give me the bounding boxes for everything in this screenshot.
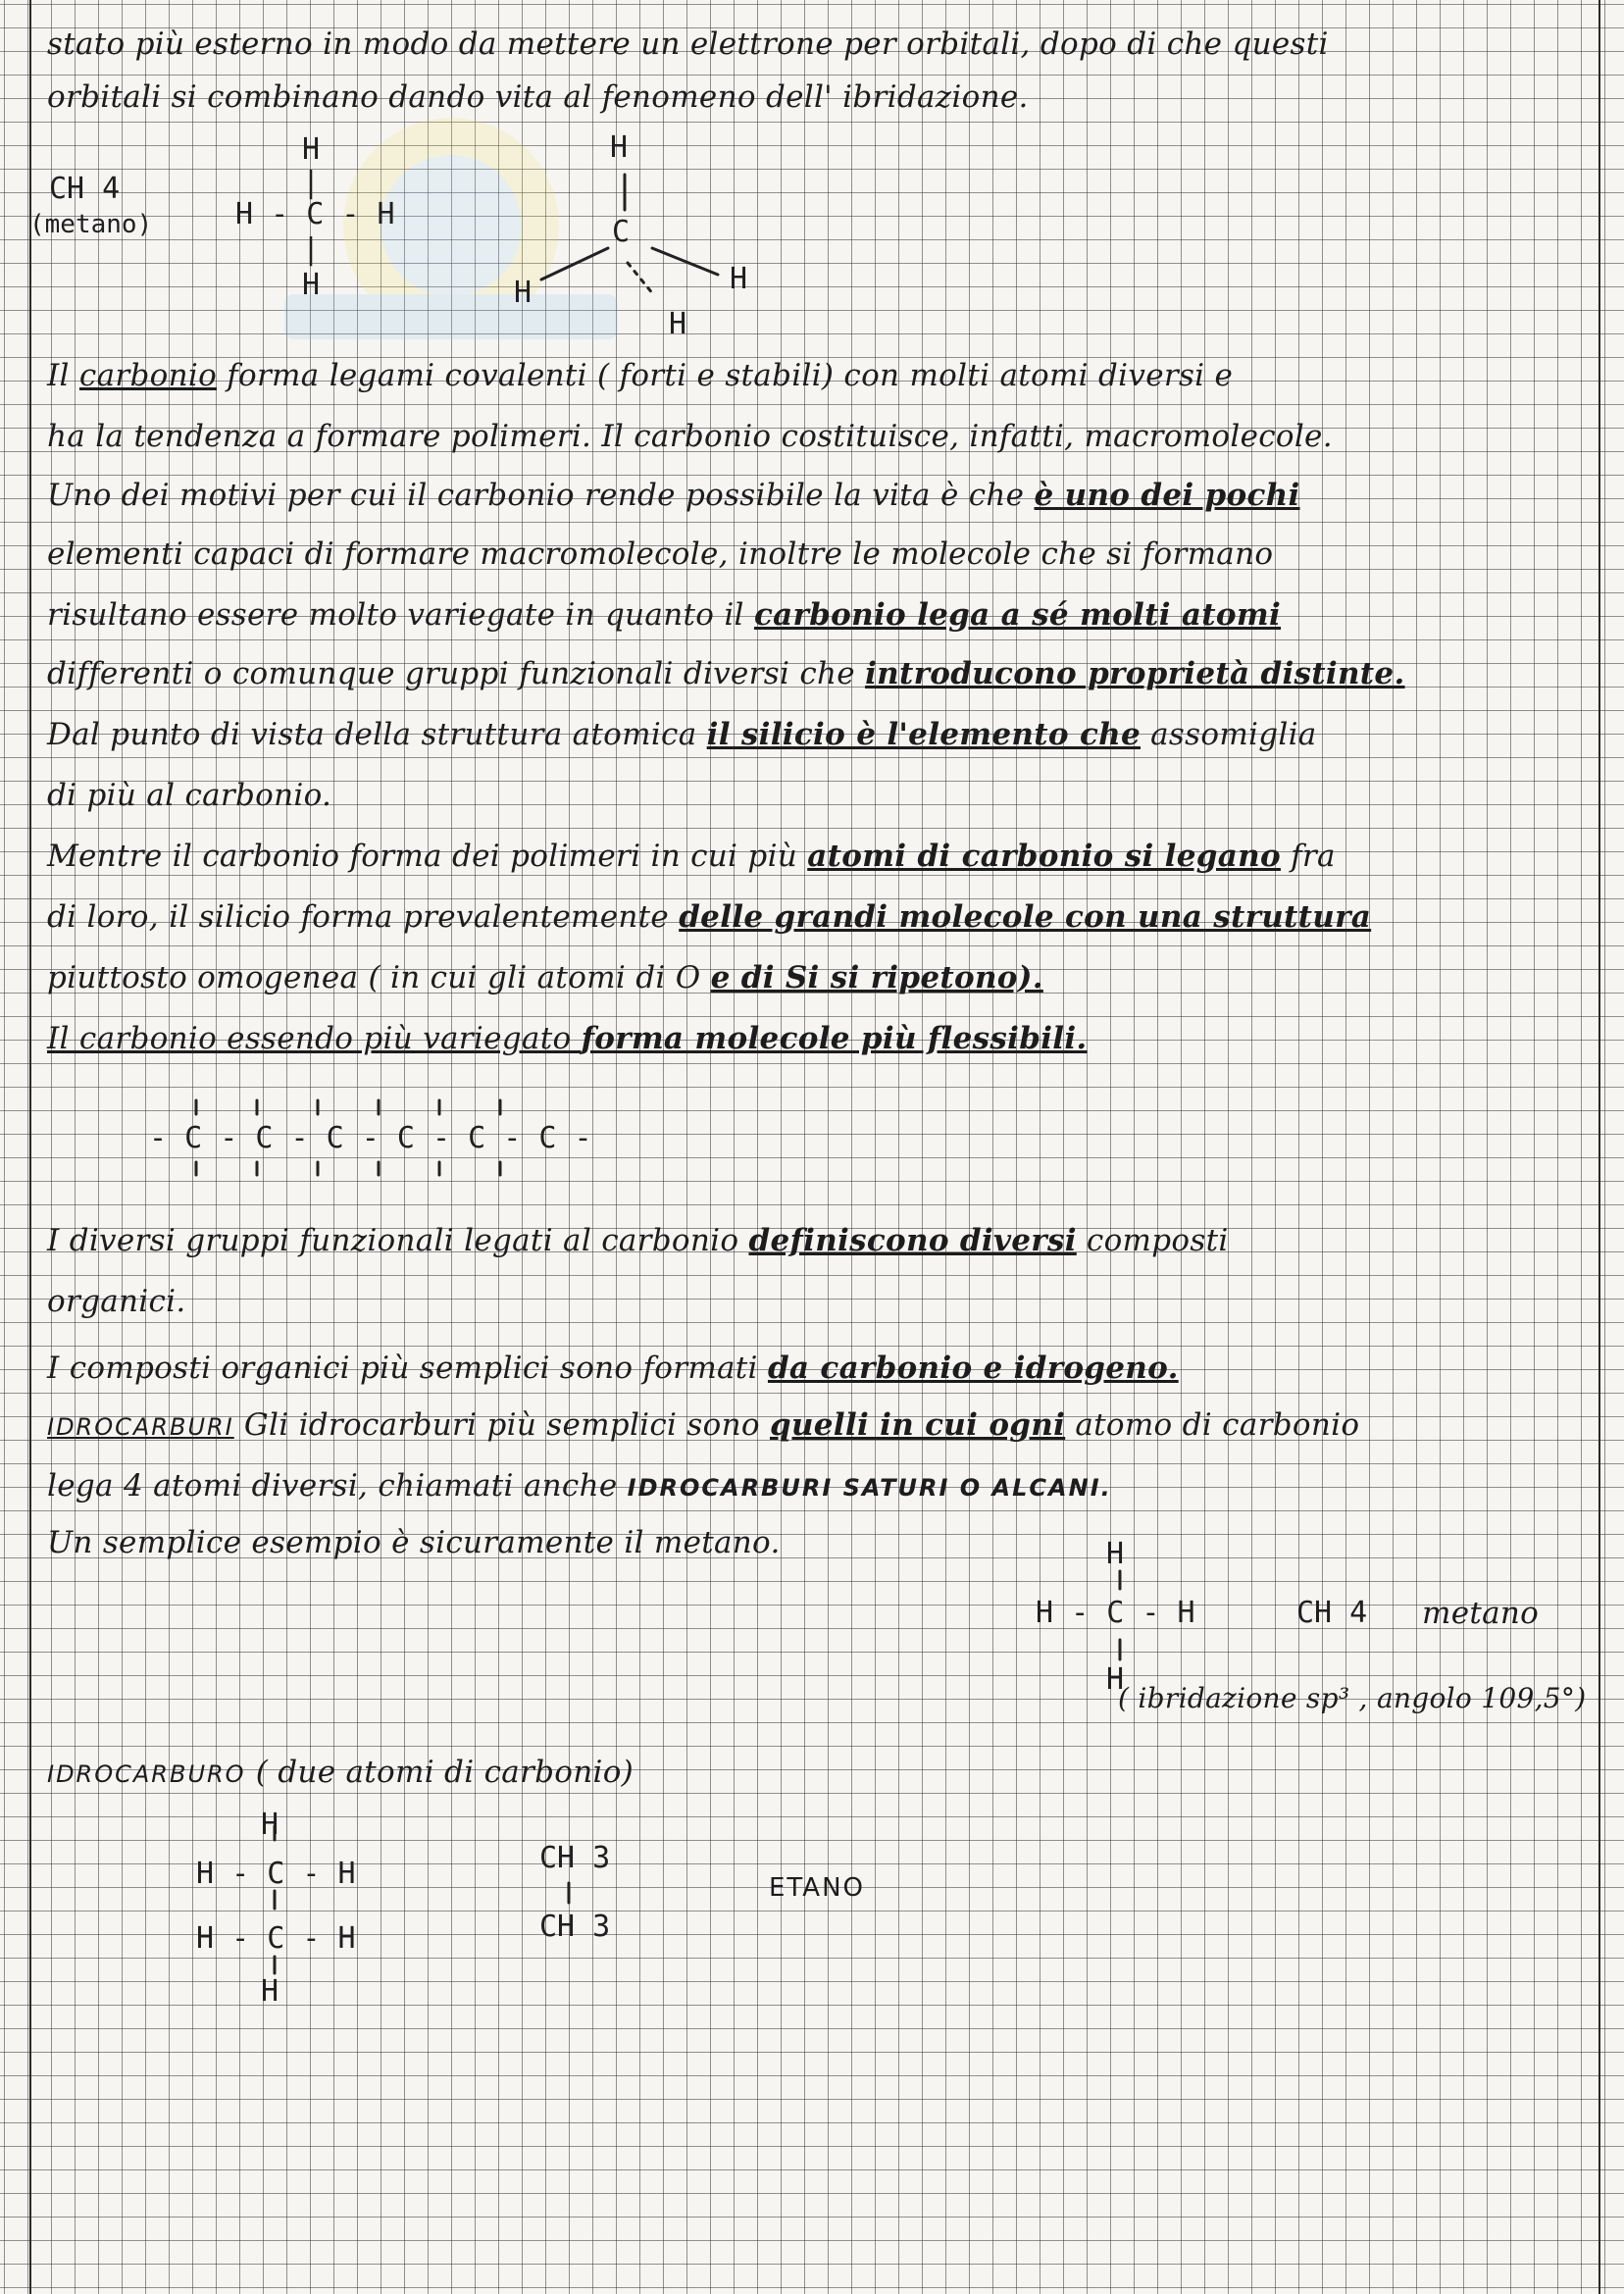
hydrogen-atom: H: [261, 1974, 279, 2009]
section-heading: IDROCARBURI: [47, 1413, 234, 1441]
text-line: differenti o comunque gruppi funzionali diversi che introducono proprietà distinte.: [47, 656, 1405, 691]
hydrogen-atom: H: [514, 276, 533, 310]
text-line: IDROCARBURO ( due atomi di carbonio): [47, 1755, 634, 1790]
text-line: Il carbonio essendo più variegato forma molecole più flessibili.: [47, 1021, 1088, 1056]
highlighted-phrase: introducono proprietà distinte.: [865, 656, 1405, 691]
text-line: Mentre il carbonio forma dei polimeri in cui più atomi di carbonio si legano fra: [47, 839, 1336, 874]
text-line: Uno dei motivi per cui il carbonio rende possibile la vita è che è uno dei pochi: [47, 478, 1300, 513]
highlighted-phrase: e di Si si ripetono).: [710, 960, 1043, 995]
hydrogen-atom: H: [730, 262, 748, 296]
ch3-group: CH 3: [539, 1841, 611, 1875]
highlighted-phrase: delle grandi molecole con una struttura: [679, 899, 1372, 935]
section-heading: IDROCARBURO: [47, 1760, 246, 1788]
text-line: orbitali si combinano dando vita al fenomeno dell' ibridazione.: [47, 79, 1029, 115]
highlighted-phrase: quelli in cui ogni: [769, 1407, 1066, 1443]
text-line: lega 4 atomi diversi, chiamati anche IDROCARBURI SATURI O ALCANI.: [47, 1468, 1112, 1504]
text-line: I diversi gruppi funzionali legati al carbonio definiscono diversi composti: [47, 1223, 1229, 1258]
hydrogen-atom: H: [669, 307, 687, 341]
highlighted-phrase: definiscono diversi: [748, 1223, 1077, 1258]
highlighted-phrase: il silicio è l'elemento che: [706, 717, 1141, 752]
section-term: IDROCARBURI SATURI O ALCANI.: [627, 1474, 1112, 1502]
ch4-formula: CH 4: [49, 172, 121, 206]
hydrogen-atom: H: [1106, 1662, 1125, 1697]
highlighted-phrase: atomi di carbonio si legano: [807, 839, 1281, 874]
hydrogen-atom: H: [1106, 1537, 1125, 1571]
text-line: risultano essere molto variegate in quanto il carbonio lega a sé molti atomi: [47, 597, 1282, 633]
bond-mark: |: [302, 232, 321, 267]
text-line: IDROCARBURI Gli idrocarburi più semplici sono quelli in cui ogni atomo di carbonio: [47, 1407, 1360, 1443]
hydrogen-atom: H: [302, 132, 321, 167]
highlighted-phrase: forma molecole più flessibili.: [581, 1021, 1088, 1056]
metano-word: metano: [1422, 1596, 1540, 1631]
ch3-group: CH 3: [539, 1910, 611, 1944]
text-line: Dal punto di vista della struttura atomica il silicio è l'elemento che assomiglia: [47, 717, 1317, 752]
carbon-chain: - C - C - C - C - C - C -: [149, 1121, 592, 1155]
ethane-row: H - C - H: [196, 1857, 356, 1891]
text-line: Il carbonio forma legami covalenti ( forti e stabili) con molti atomi diversi e: [47, 358, 1234, 393]
metano-label: (metano): [29, 210, 153, 239]
text-line: ha la tendenza a formare polimeri. Il carbonio costituisce, infatti, macromolecole.: [47, 419, 1333, 454]
text-line: organici.: [47, 1284, 186, 1319]
methane-flat-row: H - C - H: [1036, 1596, 1195, 1630]
ch4-formula: CH 4: [1296, 1596, 1368, 1630]
text-line: I composti organici più semplici sono formati da carbonio e idrogeno.: [47, 1351, 1179, 1386]
highlighted-phrase: carbonio lega a sé molti atomi: [753, 597, 1282, 633]
etano-label: ETANO: [769, 1873, 865, 1903]
bond-mark: |: [302, 166, 321, 200]
ethane-row: H - C - H: [196, 1921, 356, 1956]
hydrogen-atom: H: [610, 130, 629, 165]
text-line: stato più esterno in modo da mettere un elettrone per orbitali, dopo di che questi: [47, 26, 1329, 62]
text-line: di loro, il silicio forma prevalentemente delle grandi molecole con una struttura: [47, 899, 1372, 935]
methane-flat-row: H - C - H: [235, 197, 395, 231]
hydrogen-atom: H: [302, 268, 321, 302]
highlighted-phrase: è uno dei pochi: [1034, 478, 1300, 513]
text-line: di più al carbonio.: [47, 778, 332, 813]
carbon-atom: C: [612, 215, 631, 249]
text-line: Un semplice esempio è sicuramente il metano.: [47, 1525, 781, 1560]
text-line: piuttosto omogenea ( in cui gli atomi di O e di Si si ripetono).: [47, 960, 1043, 995]
text-line: elementi capaci di formare macromolecole, inoltre le molecole che si formano: [47, 536, 1274, 572]
highlighted-phrase: da carbonio e idrogeno.: [767, 1351, 1179, 1386]
hybridization-note: ( ibridazione sp³ , angolo 109,5°): [1118, 1682, 1587, 1714]
hydrogen-atom: H: [261, 1808, 279, 1842]
underlined-term: carbonio: [78, 358, 218, 393]
